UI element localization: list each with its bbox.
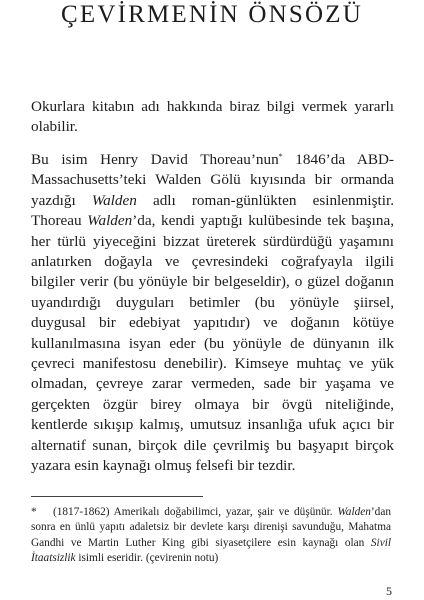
footnote-part-3: isimli eseridir. (çevirenin notu) bbox=[75, 552, 219, 565]
footnote-divider bbox=[31, 496, 203, 497]
paragraph-main-part-4: ’da, kendi yaptığı kulübesinde tek başına, her türlü yiyeceğini bizzat üreterek sürdürdüğü yaşamını anlatırken doğayla ve çevresindeki coğrafyayla ilgili bilgiler verir (bu yönüyle bir belgeseldir), o güzel doğanın uyandırdığı duyguları betimler (bu yönüyle şiirsel, duygusal bir edebiyat yapıtıdır) ve doğanın kötüye kullanılmasına isyan eder (bu yönüyle de dünyanın ilk çevreci manifestosu denebilir). Kimseye muhtaç ve yük olmadan, çevreye zarar vermeden, sade bir yaşama ve gerçekten özgür birey olmaya bir övgü niteliğinde, kentlerde sıkışıp kalmış, umutsuz insanlığa ufuk açıcı bir alternatif sunan, birçok dile çevrilmiş bu başyapıt birçok yazara esin kaynağı olmuş felsefi bir tezdir. bbox=[31, 212, 395, 475]
footnote bbox=[31, 505, 391, 567]
footnote-part-1: (1817-1862) Amerikalı doğabilimci, yazar, şair ve düşünür. bbox=[53, 506, 338, 518]
footnote-title-sivil-itaatsizlik: Sivil İtaatsizlik bbox=[31, 536, 391, 565]
paragraph-main-text bbox=[31, 150, 394, 477]
paragraph-intro-text: Okurlara kitabın adı hakkında biraz bilgi vermek yararlı olabilir. bbox=[31, 98, 394, 136]
paragraph-main-part-3: adlı roman-günlükten esinlenmiştir. Thoreau bbox=[31, 191, 394, 230]
book-title-walden: Walden bbox=[91, 191, 137, 209]
footnote-reference: * bbox=[278, 152, 283, 161]
paragraph-main-part-1: Bu isim Henry David Thoreau’nun bbox=[31, 151, 279, 168]
footnote-text bbox=[31, 505, 391, 567]
paragraph-main bbox=[31, 150, 394, 477]
book-title-walden-2: Walden bbox=[87, 212, 133, 230]
footnote-title-walden: Walden bbox=[337, 506, 371, 518]
footnote-part-2: ’dan sonra en ünlü yapıtı adaletsiz bir devlete karşı direnişi savunduğu, Mahatma Gandhi ve Martin Luther King gibi siyasetçilere esin kaynağı olan bbox=[31, 506, 391, 549]
page-title: ÇEVİRMENİN ÖNSÖZÜ bbox=[61, 1, 363, 28]
footnote-marker: * bbox=[31, 506, 37, 518]
paragraph-main-part-2: 1846’da ABD-Massachusetts’teki Walden Gölü kıyısında bir ormanda yazdığı bbox=[31, 151, 394, 209]
page-number: 5 bbox=[386, 584, 392, 598]
paragraph-intro bbox=[31, 97, 394, 138]
